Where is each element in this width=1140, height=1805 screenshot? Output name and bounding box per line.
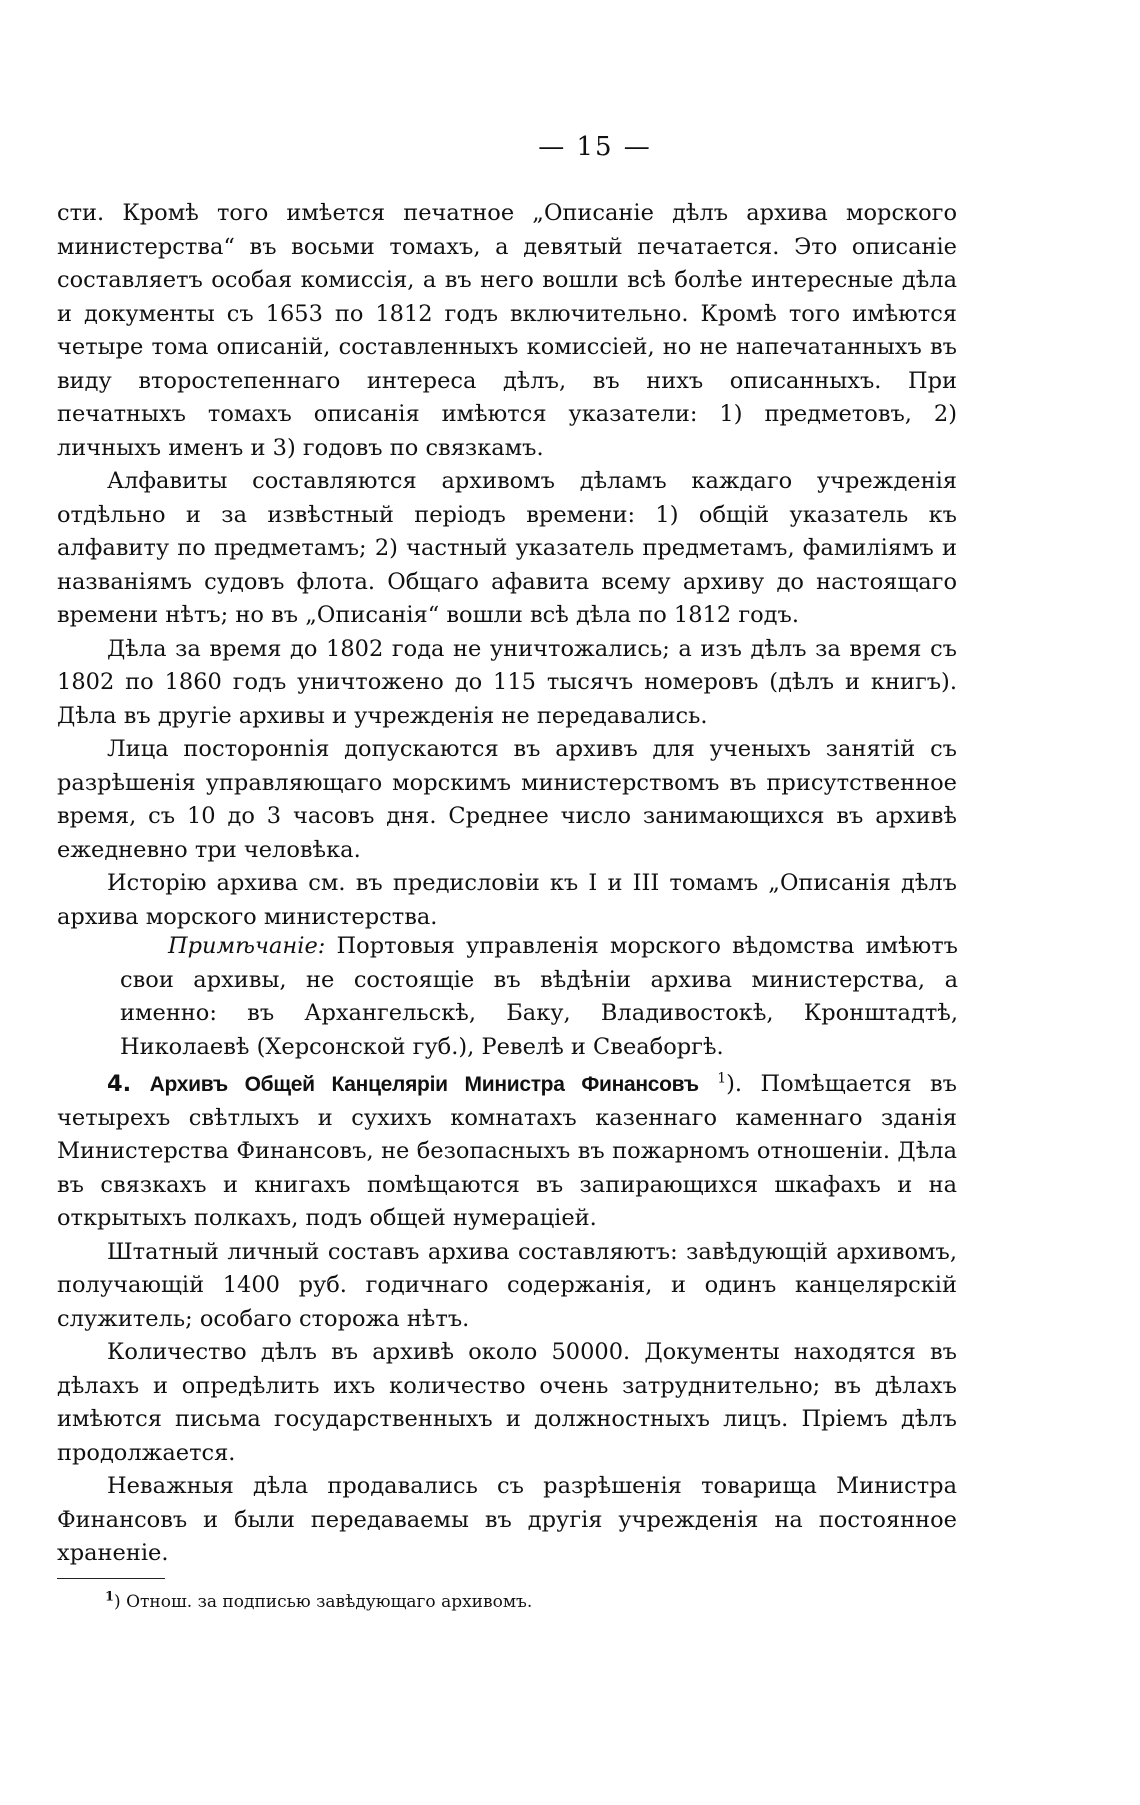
section-number: 4. [107,1071,132,1097]
paragraph-continuation: сти. Кромѣ того имѣется печатное „Описаніе дѣлъ архива морского министерства“ въ восьми томахъ, а девятый печатается. Это описаніе составляетъ особая комиссія, а въ него вошли всѣ болѣе интересные дѣла и документы съ 1653 по 1812 годъ включительно. Кромѣ того имѣются четыре тома описаній, составленныхъ комиссіей, но не напечатанныхъ въ виду второстепеннаго интереса дѣлъ, въ нихъ описанныхъ. При печатныхъ томахъ описанія имѣются указатели: 1) предметовъ, 2) личныхъ именъ и 3) годовъ по связкамъ. [57,200,957,461]
section-4-paragraph-2: Штатный личный составъ архива составляютъ: завѣдующій архивомъ, получающій 1400 руб. годичнаго содержанія, и одинъ канцелярскій служитель; особаго сторожа нѣтъ. [57,1238,957,1332]
section-4-paragraph-1 [57,1068,957,1236]
note-label: Примѣчаніе: [168,933,326,959]
footnote-text: ) Отнош. за подписью завѣдующаго архивомъ. [114,1592,533,1612]
note-block [120,930,958,1064]
section-4-paragraph-3: Количество дѣлъ въ архивѣ около 50000. Документы находятся въ дѣлахъ и опредѣлить ихъ количество очень затруднительно; въ дѣлахъ имѣются письма государственныхъ и должностныхъ лицъ. Пріемъ дѣлъ продолжается. [57,1339,957,1466]
main-text-lower [57,1068,957,1571]
page-number: — 15 — [538,132,652,162]
footnote-marker: 1 [105,1589,115,1605]
footnote-reference: 1 [717,1070,727,1087]
paragraph-destruction: Дѣла за время до 1802 года не уничтожались; а изъ дѣлъ за время съ 1802 по 1860 годъ уничтожено до 115 тысячъ номеровъ (дѣлъ и книгъ). Дѣла въ другіе архивы и учрежденія не передавались. [57,635,957,729]
section-4-paragraph-4: Неважныя дѣла продавались съ разрѣшенія товарища Министра Финансовъ и были передаваемы въ другія учрежденія на постоянное храненіе. [57,1473,957,1566]
section-4-paragraph-1-text: ). Помѣщается въ четырехъ свѣтлыхъ и сухихъ комнатахъ казеннаго каменнаго зданія Министерства Финансовъ, не безопасныхъ въ пожарномъ отношеніи. Дѣла въ связкахъ и книгахъ помѣщаются въ запирающихся шкафахъ и на открытыхъ полкахъ, подъ общей нумераціей. [57,1071,957,1231]
paragraph-alphabets: Алфавиты составляются архивомъ дѣламъ каждаго учрежденія отдѣльно и за извѣстный періодъ времени: 1) общій указатель къ алфавиту по предметамъ; 2) частный указатель предметамъ, фамиліямъ и названіямъ судовъ флота. Общаго афавита всему архиву до настоящаго времени нѣтъ; но въ „Описанія“ вошли всѣ дѣла по 1812 годъ. [57,468,957,628]
section-title: Архивъ Общей Канцеляріи Министра Финансовъ [149,1073,699,1096]
main-text-upper [57,197,957,934]
paragraph-history: Исторію архива см. въ предисловіи къ I и III томамъ „Описанія дѣлъ архива морского министерства. [57,870,957,930]
footnote-divider [57,1578,165,1579]
note-text: Портовыя управленія морского вѣдомства имѣютъ свои архивы, не состоящіе въ вѣдѣніи архива министерства, а именно: въ Архангельскѣ, Баку, Владивостокѣ, Кронштадтѣ, Николаевѣ (Херсонской губ.), Ревелѣ и Свеаборгѣ. [120,933,958,1060]
paragraph-visitors: Лица посторонnія допускаются въ архивъ для ученыхъ занятій съ разрѣшенія управляющаго морскимъ министерствомъ въ присутственное время, съ 10 до 3 часовъ дня. Среднее число занимающихся въ архивѣ ежедневно три человѣка. [57,736,957,863]
note-paragraph [120,930,958,1064]
footnote [105,1590,532,1614]
